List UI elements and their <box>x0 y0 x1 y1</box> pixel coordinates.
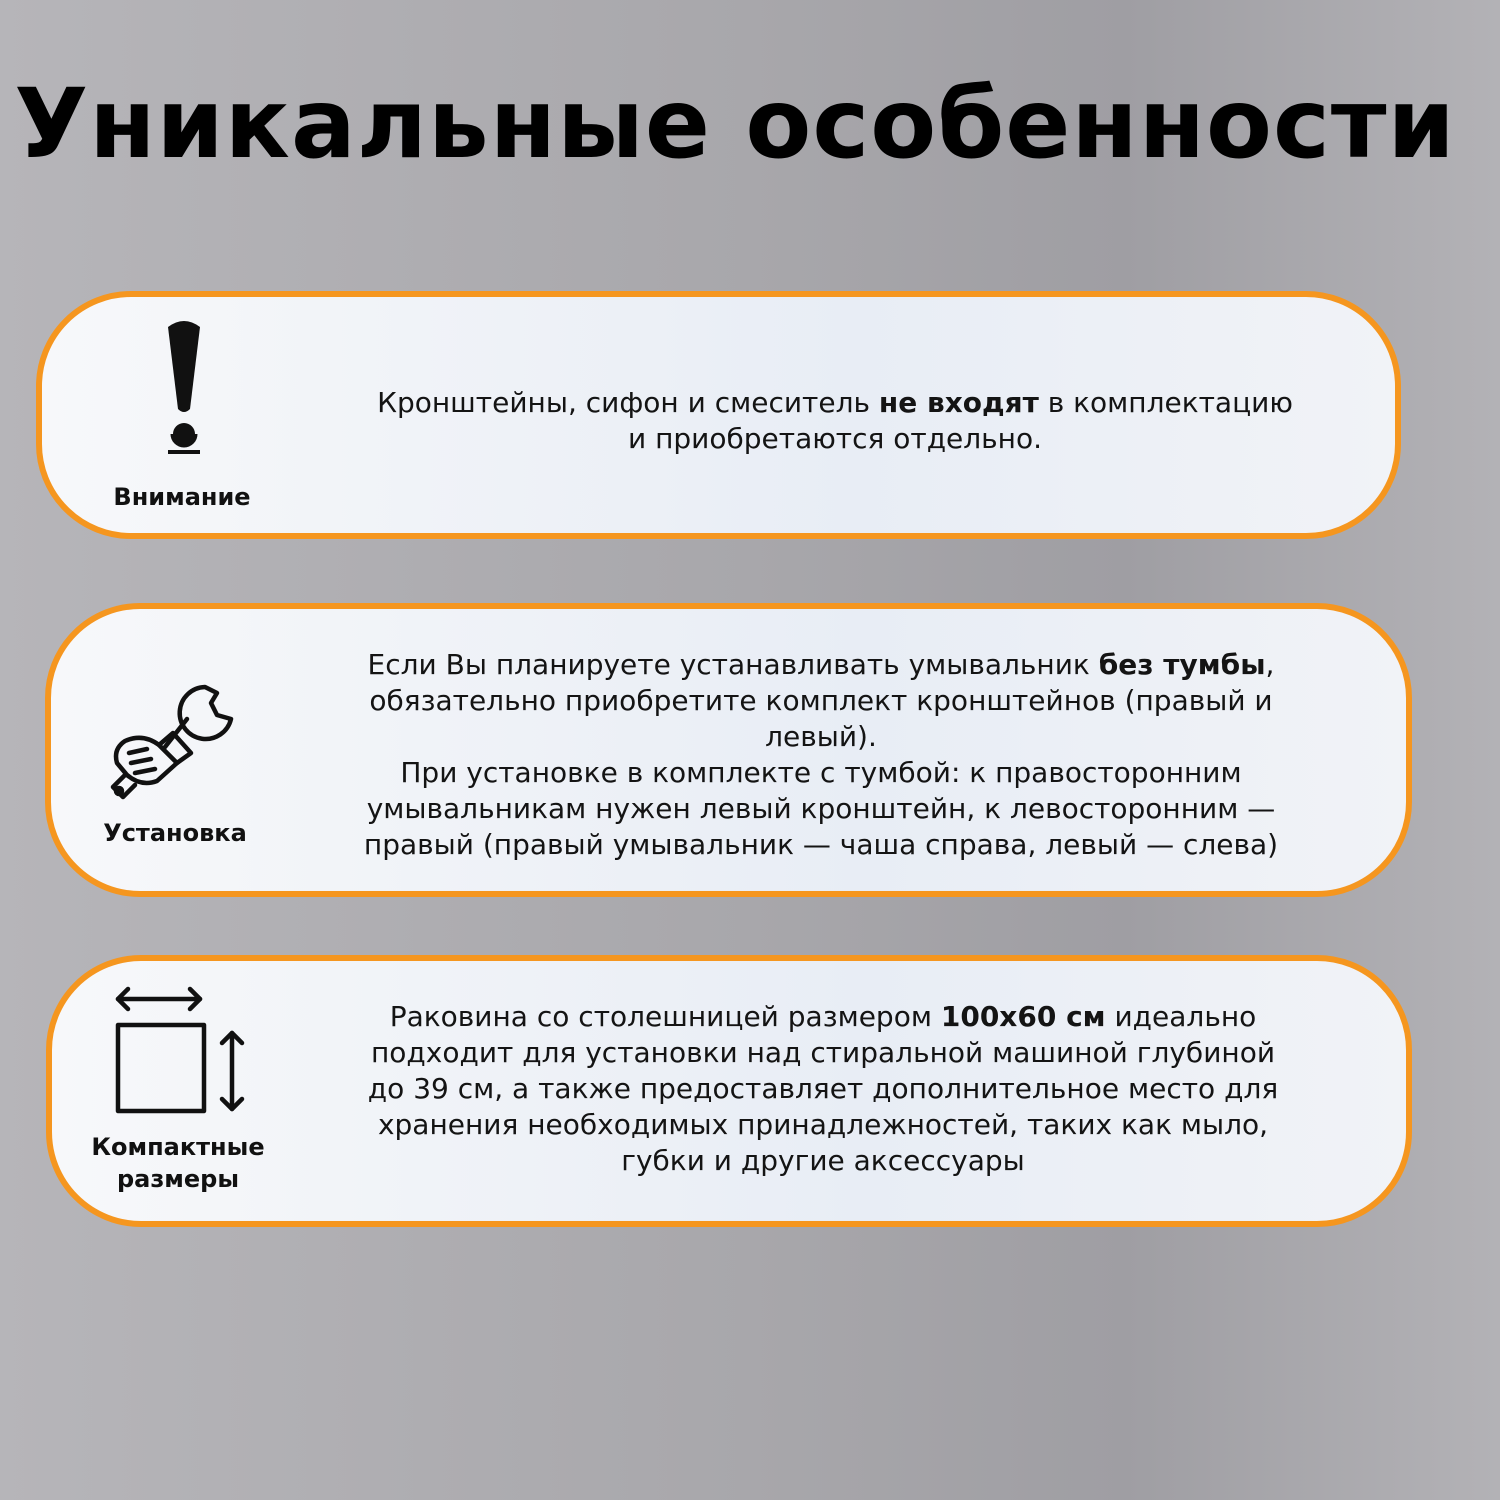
text-line: умывальникам нужен левый кронштейн, к левосторонним — <box>366 792 1276 825</box>
notice-card-attention <box>36 291 1401 539</box>
text-line: При установке в комплекте с тумбой: к правосторонним <box>400 756 1242 789</box>
card-label: Установка <box>103 819 247 847</box>
text-line: хранения необходимых принадлежностей, таких как мыло, <box>377 1108 1269 1141</box>
card-text <box>281 647 1361 863</box>
card-text <box>288 999 1358 1179</box>
text-line: Кронштейны, сифон и смеситель не входят в комплектацию <box>377 386 1293 419</box>
card-text <box>310 385 1360 457</box>
hand-wrench-icon <box>107 679 247 809</box>
notice-card-compact-size <box>46 955 1412 1227</box>
text-line: губки и другие аксессуары <box>621 1144 1025 1177</box>
text-line: правый (правый умывальник — чаша справа, левый — слева) <box>363 828 1279 861</box>
text-line: до 39 см, а также предоставляет дополнительное место для <box>367 1072 1279 1105</box>
notice-card-installation <box>45 603 1412 897</box>
text-line: и приобретаются отдельно. <box>627 422 1043 455</box>
text-line: Если Вы планируете устанавливать умывальник без тумбы, <box>367 648 1275 681</box>
dimensions-icon <box>108 981 250 1123</box>
exclamation-icon <box>158 317 210 459</box>
card-label: Внимание <box>113 483 251 511</box>
text-line: левый). <box>765 720 877 753</box>
page-title: Уникальные особенности <box>14 68 1456 180</box>
text-line: Раковина со столешницей размером 100x60 см идеально <box>389 1000 1257 1033</box>
text-line: подходит для установки над стиральной машиной глубиной <box>370 1036 1276 1069</box>
text-line: обязательно приобретите комплект кронштейнов (правый и <box>369 684 1273 717</box>
card-label: Компактные размеры <box>91 1133 265 1193</box>
